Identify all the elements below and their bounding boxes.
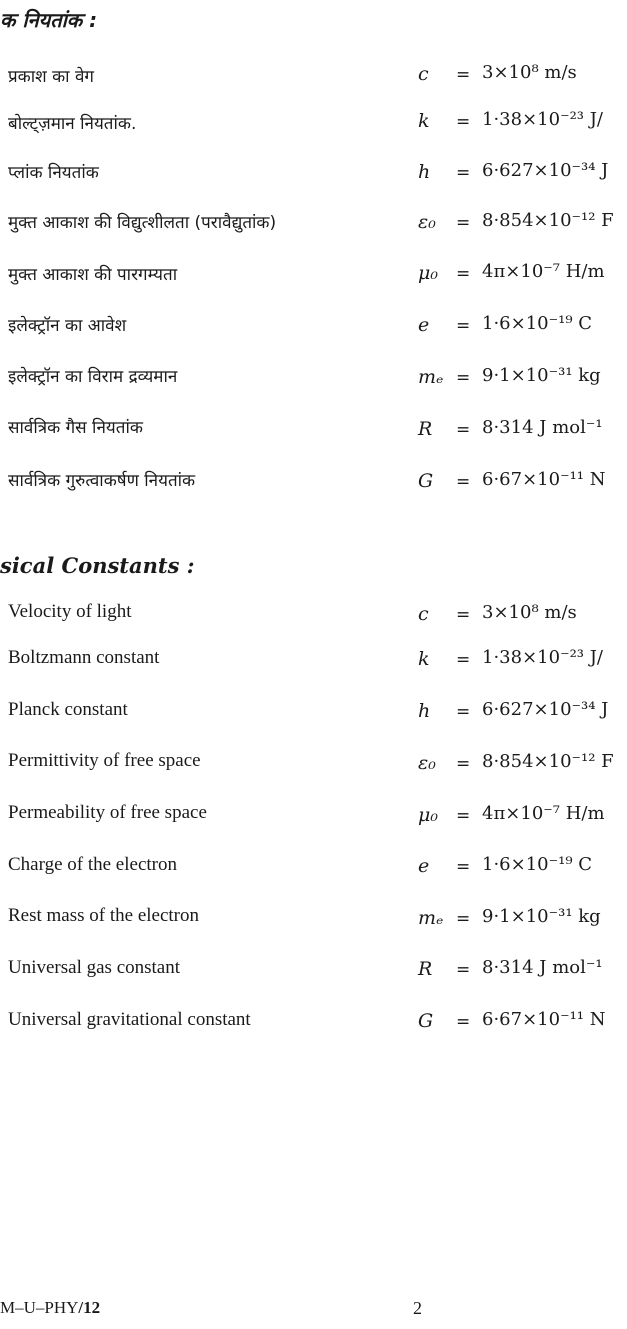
constant-label: Universal gravitational constant: [8, 1009, 251, 1030]
paper-code: [0, 1298, 100, 1318]
constant-symbol: c: [418, 63, 429, 85]
constant-symbol: R: [418, 958, 433, 980]
constant-symbol: mₑ: [418, 907, 444, 929]
constant-symbol: μ₀: [418, 262, 438, 284]
constant-label: Velocity of light: [8, 601, 132, 622]
constant-value: 3×10⁸ m/s: [482, 62, 577, 83]
constant-label: Planck constant: [8, 699, 128, 720]
constant-label: प्रकाश का वेग: [8, 67, 94, 87]
equals-sign: =: [456, 702, 471, 722]
constant-symbol: h: [418, 700, 431, 722]
constant-label: मुक्त आकाश की पारगम्यता: [8, 265, 178, 285]
constant-label: इलेक्ट्रॉन का आवेश: [8, 316, 127, 336]
equals-sign: =: [456, 264, 471, 284]
equals-sign: =: [456, 368, 471, 388]
constant-value: 1·6×10⁻¹⁹ C: [482, 854, 593, 875]
constant-label: Rest mass of the electron: [8, 905, 200, 926]
constant-value: 8·854×10⁻¹² F: [482, 751, 614, 772]
constant-label: Charge of the electron: [8, 854, 177, 875]
equals-sign: =: [456, 316, 471, 336]
paper-code-prefix: M–U–PHY: [0, 1298, 79, 1317]
constant-symbol: e: [418, 855, 430, 877]
constant-value: 9·1×10⁻³¹ kg: [482, 365, 601, 386]
equals-sign: =: [456, 420, 471, 440]
constant-symbol: ε₀: [418, 752, 436, 774]
constant-symbol: G: [418, 470, 434, 492]
constant-label: Boltzmann constant: [8, 647, 160, 668]
constant-label: सार्वत्रिक गैस नियतांक: [8, 418, 143, 438]
constant-symbol: c: [418, 603, 429, 625]
paper-code-suffix: /12: [78, 1298, 101, 1317]
constant-value: 1·38×10⁻²³ J/: [482, 109, 603, 130]
constant-symbol: R: [418, 418, 433, 440]
constant-symbol: ε₀: [418, 211, 436, 233]
constant-value: 9·1×10⁻³¹ kg: [482, 906, 601, 927]
hindi-section-title: क नियतांक :: [0, 8, 98, 32]
constant-value: 8·314 J mol⁻¹: [482, 417, 603, 438]
constant-value: 1·38×10⁻²³ J/: [482, 647, 603, 668]
equals-sign: =: [456, 472, 471, 492]
english-section-title: sical Constants :: [0, 553, 195, 578]
equals-sign: =: [456, 1012, 471, 1032]
equals-sign: =: [456, 960, 471, 980]
constant-symbol: e: [418, 314, 430, 336]
page-number: 2: [413, 1298, 422, 1318]
constant-symbol: h: [418, 161, 431, 183]
constant-value: 8·314 J mol⁻¹: [482, 957, 603, 978]
constant-symbol: μ₀: [418, 804, 438, 826]
constant-value: 6·627×10⁻³⁴ J: [482, 160, 609, 181]
equals-sign: =: [456, 754, 471, 774]
equals-sign: =: [456, 65, 471, 85]
constant-label: मुक्त आकाश की विद्युत्शीलता (परावैद्युतांक): [8, 213, 277, 233]
equals-sign: =: [456, 163, 471, 183]
constant-symbol: G: [418, 1010, 434, 1032]
constant-label: Universal gas constant: [8, 957, 181, 978]
constant-label: सार्वत्रिक गुरुत्वाकर्षण नियतांक: [8, 471, 196, 491]
constant-value: 6·67×10⁻¹¹ N: [482, 469, 606, 490]
constant-value: 6·627×10⁻³⁴ J: [482, 699, 609, 720]
equals-sign: =: [456, 112, 471, 132]
constant-symbol: mₑ: [418, 366, 444, 388]
constant-symbol: k: [418, 110, 430, 132]
constant-value: 6·67×10⁻¹¹ N: [482, 1009, 606, 1030]
constant-label: Permeability of free space: [8, 802, 207, 823]
equals-sign: =: [456, 806, 471, 826]
constant-label: बोल्ट्ज़मान नियतांक.: [8, 114, 137, 134]
equals-sign: =: [456, 213, 471, 233]
constant-value: 4π×10⁻⁷ H/m: [482, 803, 605, 824]
constant-label: इलेक्ट्रॉन का विराम द्रव्यमान: [8, 367, 178, 387]
constant-value: 8·854×10⁻¹² F: [482, 210, 614, 231]
constant-label: Permittivity of free space: [8, 750, 201, 771]
constant-value: 1·6×10⁻¹⁹ C: [482, 313, 593, 334]
equals-sign: =: [456, 605, 471, 625]
constant-symbol: k: [418, 648, 430, 670]
equals-sign: =: [456, 909, 471, 929]
constant-label: प्लांक नियतांक: [8, 163, 99, 183]
equals-sign: =: [456, 857, 471, 877]
constant-value: 4π×10⁻⁷ H/m: [482, 261, 605, 282]
constant-value: 3×10⁸ m/s: [482, 602, 577, 623]
equals-sign: =: [456, 650, 471, 670]
